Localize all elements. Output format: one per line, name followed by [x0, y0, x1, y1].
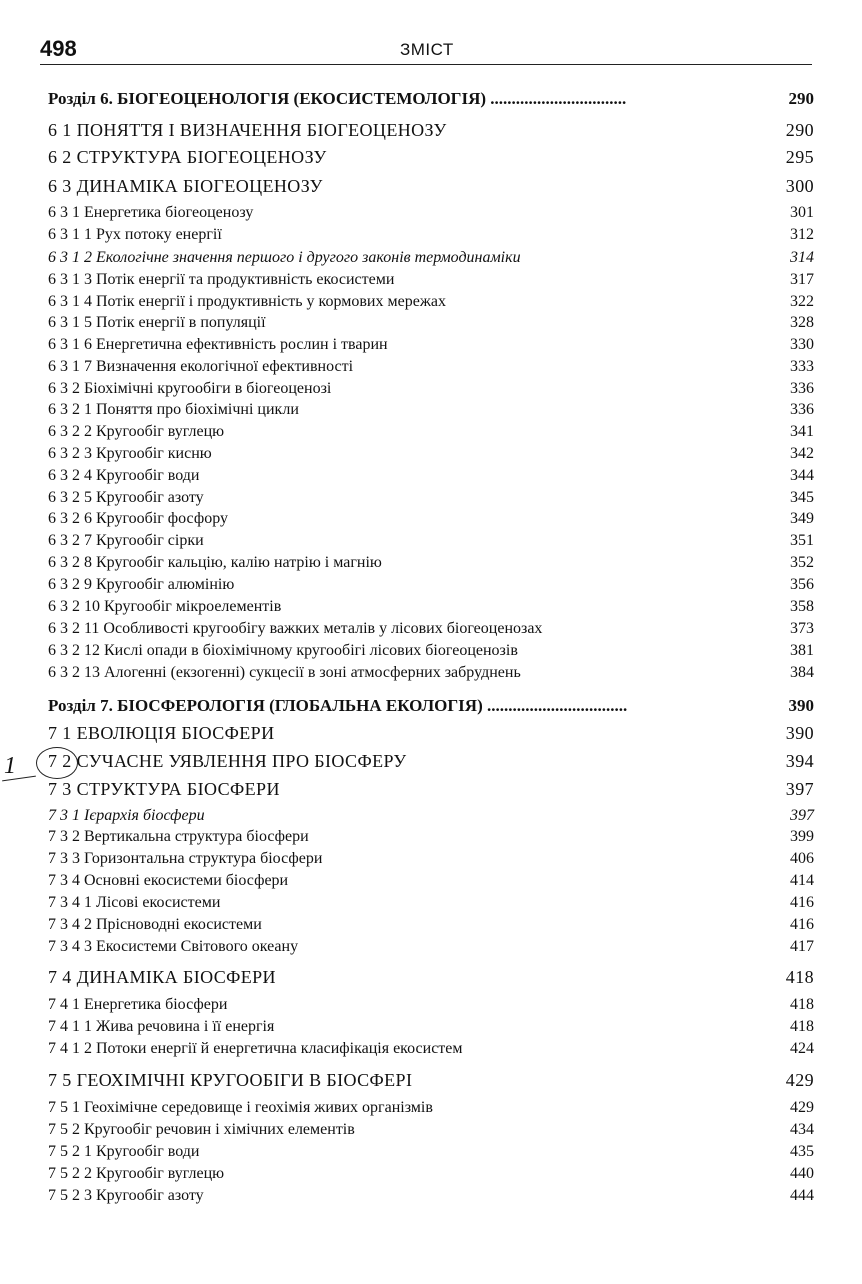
toc-entry-title: 7 5 2 Кругообіг речовин і хімічних елементів [48, 1121, 355, 1138]
toc-entry-page: 384 [790, 664, 814, 681]
toc-entry-page: 416 [790, 916, 814, 933]
toc-entry-page: 429 [785, 1070, 814, 1090]
toc-entry-page: 417 [790, 938, 814, 955]
handwritten-margin-note: 1 [4, 753, 16, 779]
toc-entry-title: 6 3 2 9 Кругообіг алюмінію [48, 576, 235, 593]
toc-entry-page: 397 [785, 779, 814, 799]
toc-entry-title: 7 4 1 2 Потоки енергії й енергетична класифікація екосистем [48, 1040, 463, 1057]
toc-entry-page: 349 [790, 510, 814, 527]
toc-entry-title: 6 3 2 Біохімічні кругообіги в біогеоценозі [48, 380, 332, 397]
toc-entry-page: 373 [790, 620, 814, 637]
toc-entry-page: 312 [790, 226, 814, 243]
toc-entry-page: 351 [790, 532, 814, 549]
toc-entry-title: 6 3 1 7 Визначення екологічної ефективності [48, 358, 354, 375]
toc-entry-title: 7 5 2 1 Кругообіг води [48, 1143, 200, 1160]
toc-entry-title: 6 3 1 Енергетика біогеоценозу [48, 204, 254, 221]
toc-entry-title: 6 3 2 10 Кругообіг мікроелементів [48, 598, 282, 615]
toc-entry-page: 434 [790, 1121, 814, 1138]
running-title: ЗМІСТ [400, 40, 454, 59]
toc-entry-title: 6 3 2 13 Алогенні (екзогенні) сукцесії в зоні атмосферних забруднень [48, 664, 521, 681]
toc-entry-page: 394 [785, 751, 814, 771]
toc-entry-page: 418 [785, 967, 814, 987]
toc-entry-page: 358 [790, 598, 814, 615]
toc-entry-title: Розділ 6. БІОГЕОЦЕНОЛОГІЯ (ЕКОСИСТЕМОЛОГІЯ) ................................ [48, 89, 627, 108]
toc-entry-title: 7 4 ДИНАМІКА БІОСФЕРИ [48, 967, 276, 987]
toc-entry-title: 6 3 2 11 Особливості кругообігу важких металів у лісових біогеоценозах [48, 620, 543, 637]
toc-entry-title: 7 3 3 Горизонтальна структура біосфери [48, 850, 323, 867]
toc-entry-page: 330 [790, 336, 814, 353]
toc-entry-page: 341 [790, 423, 814, 440]
toc-entry-title: 6 3 1 3 Потік енергії та продуктивність екосистеми [48, 271, 395, 288]
toc-entry-title: 7 3 4 2 Прісноводні екосистеми [48, 916, 262, 933]
toc-entry-title: 7 5 2 3 Кругообіг азоту [48, 1187, 204, 1204]
toc-entry-title: 7 5 ГЕОХІМІЧНІ КРУГООБІГИ В БІОСФЕРІ [48, 1070, 413, 1090]
toc-entry-title: 7 3 СТРУКТУРА БІОСФЕРИ [48, 779, 280, 799]
toc-entry-title: 6 1 ПОНЯТТЯ І ВИЗНАЧЕННЯ БІОГЕОЦЕНОЗУ [48, 120, 447, 140]
toc-entry-title: 7 5 1 Геохімічне середовище і геохімія живих організмів [48, 1099, 433, 1116]
toc-entry-page: 344 [790, 467, 814, 484]
toc-entry-title: 6 3 1 6 Енергетична ефективність рослин і тварин [48, 336, 388, 353]
toc-entry-title: 6 3 2 8 Кругообіг кальцію, калію натрію і магнію [48, 554, 382, 571]
handwritten-circle [36, 747, 78, 779]
toc-entry-title: 6 3 2 4 Кругообіг води [48, 467, 200, 484]
toc-entry-page: 301 [790, 204, 814, 221]
page-number: 498 [40, 36, 77, 61]
toc-entry-title: 6 3 2 5 Кругообіг азоту [48, 489, 204, 506]
toc-entry-title: 6 3 2 7 Кругообіг сірки [48, 532, 204, 549]
toc-entry-page: 290 [785, 120, 814, 140]
toc-entry-page: 390 [785, 723, 814, 743]
toc-entry-title: 6 2 СТРУКТУРА БІОГЕОЦЕНОЗУ [48, 147, 327, 167]
toc-entry-page: 336 [790, 401, 814, 418]
toc-entry-title: 6 3 2 6 Кругообіг фосфору [48, 510, 228, 527]
toc-entry-page: 397 [790, 807, 814, 824]
toc-entry-page: 444 [790, 1187, 814, 1204]
toc-entry-page: 314 [790, 249, 814, 266]
toc-entry-title: 7 2 СУЧАСНЕ УЯВЛЕННЯ ПРО БІОСФЕРУ [48, 751, 407, 771]
toc-entry-title: 7 4 1 1 Жива речовина і її енергія [48, 1018, 275, 1035]
toc-entry-page: 336 [790, 380, 814, 397]
toc-entry-page: 429 [790, 1099, 814, 1116]
page-header [40, 38, 812, 65]
toc-entry-page: 322 [790, 293, 814, 310]
toc-entry-page: 399 [790, 828, 814, 845]
toc-entry-page: 406 [790, 850, 814, 867]
toc-entry-title: 6 3 1 2 Екологічне значення першого і другого законів термодинаміки [48, 249, 521, 266]
toc-entry-title: 6 3 1 4 Потік енергії і продуктивність у кормових мережах [48, 293, 446, 310]
toc-entry-page: 416 [790, 894, 814, 911]
toc-entry-title: 7 3 4 3 Екосистеми Світового океану [48, 938, 299, 955]
toc-entry-title: 6 3 2 2 Кругообіг вуглецю [48, 423, 225, 440]
toc-entry-page: 414 [790, 872, 814, 889]
toc-entry-page: 290 [788, 89, 814, 108]
toc-entry-title: 6 3 2 1 Поняття про біохімічні цикли [48, 401, 299, 418]
toc-entry-page: 352 [790, 554, 814, 571]
toc-entry-page: 342 [790, 445, 814, 462]
toc-entry-page: 424 [790, 1040, 814, 1057]
toc-entry-page: 381 [790, 642, 814, 659]
toc-entry-page: 440 [790, 1165, 814, 1182]
toc-entry-page: 317 [790, 271, 814, 288]
toc-entry-title: 6 3 1 1 Рух потоку енергії [48, 226, 222, 243]
toc-entry-page: 345 [790, 489, 814, 506]
toc-entry-title: 6 3 ДИНАМІКА БІОГЕОЦЕНОЗУ [48, 176, 323, 196]
toc-entry-title: Розділ 7. БІОСФЕРОЛОГІЯ (ГЛОБАЛЬНА ЕКОЛОГІЯ) ................................. [48, 696, 628, 715]
toc-entry-title: 6 3 2 12 Кислі опади в біохімічному кругообігі лісових біогеоценозів [48, 642, 518, 659]
toc-entry-title: 7 3 1 Ієрархія біосфери [48, 807, 205, 824]
toc-entry-page: 356 [790, 576, 814, 593]
toc-entry-title: 7 4 1 Енергетика біосфери [48, 996, 228, 1013]
toc-entry-page: 328 [790, 314, 814, 331]
toc-entry-title: 7 1 ЕВОЛЮЦІЯ БІОСФЕРИ [48, 723, 275, 743]
toc-entry-page: 418 [790, 1018, 814, 1035]
toc-entry-title: 6 3 2 3 Кругообіг кисню [48, 445, 212, 462]
toc-entry-page: 418 [790, 996, 814, 1013]
toc-entry-page: 300 [785, 176, 814, 196]
toc-entry-page: 390 [788, 696, 814, 715]
toc-entry-title: 7 3 4 Основні екосистеми біосфери [48, 872, 289, 889]
toc-entry-title: 7 5 2 2 Кругообіг вуглецю [48, 1165, 225, 1182]
toc-entry-title: 7 3 4 1 Лісові екосистеми [48, 894, 221, 911]
toc-entry-page: 435 [790, 1143, 814, 1160]
toc-entry-page: 333 [790, 358, 814, 375]
toc-entry-page: 295 [785, 147, 814, 167]
toc-entry-title: 6 3 1 5 Потік енергії в популяції [48, 314, 266, 331]
toc-entry-title: 7 3 2 Вертикальна структура біосфери [48, 828, 309, 845]
